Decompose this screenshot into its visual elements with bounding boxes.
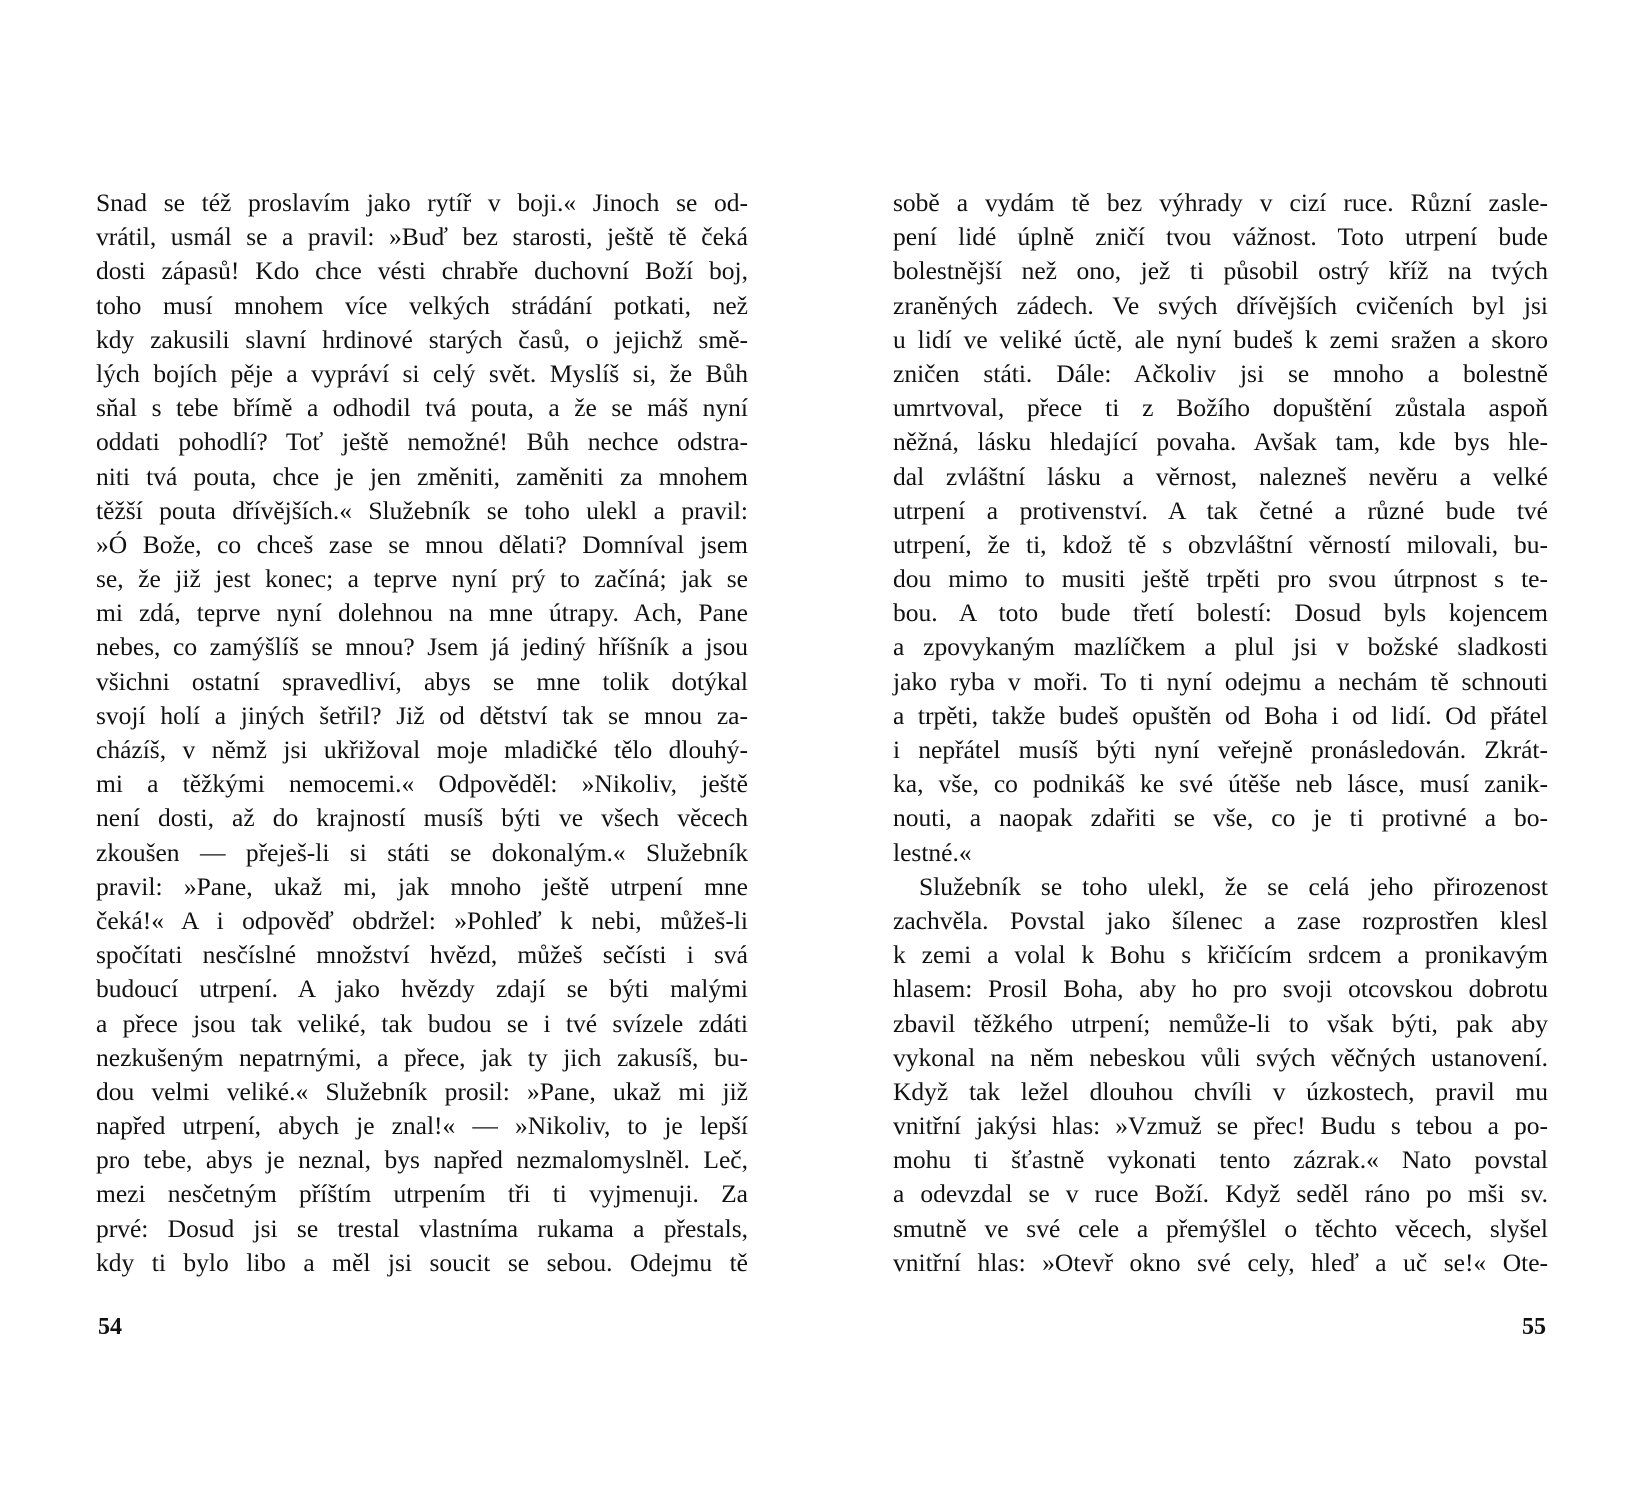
text-line: hlasem: Prosil Boha, aby ho pro svoji otcovskou dobrotu (893, 974, 1548, 1004)
text-line: dosti zápasů! Kdo chce vésti chrabře duchovní Boží boj, (96, 256, 748, 286)
text-line: i nepřátel musíš býti nyní veřejně pronásledován. Zkrát- (893, 735, 1548, 764)
text-line: vykonal na něm nebeskou vůli svých věčných ustanovení. (893, 1042, 1548, 1072)
text-line: Když tak ležel dlouhou chvíli v úzkostech, pravil mu (893, 1076, 1548, 1106)
right-page-text (893, 186, 1548, 1280)
text-line: sňal s tebe břímě a odhodil tvá pouta, a že se máš nyní (96, 393, 748, 423)
text-line: a zpovykaným mazlíčkem a plul jsi v božské sladkosti (893, 632, 1548, 662)
text-line: svojí holí a jiných šetřil? Již od dětství tak se mnou za- (96, 700, 748, 730)
text-line: všichni ostatní spravedliví, abys se mne tolik dotýkal (96, 666, 748, 696)
text-line: čeká!« A i odpověď obdržel: »Pohleď k nebi, můžeš-li (96, 905, 748, 935)
text-line: vrátil, usmál se a pravil: »Buď bez starosti, ještě tě čeká (96, 222, 748, 252)
text-line: mohu ti šťastně vykonati tento zázrak.« Nato povstal (893, 1145, 1548, 1175)
text-line: bou. A toto bude třetí bolestí: Dosud byls kojencem (893, 598, 1548, 628)
page-number: 54 (98, 1314, 122, 1340)
text-line: umrtvoval, přece ti z Božího dopuštění zůstala aspoň (893, 393, 1548, 423)
text-line: dal zvláštní lásku a věrnost, nalezneš nevěru a velké (893, 461, 1548, 491)
text-line: těžší pouta dřívějších.« Služebník se toho ulekl a pravil: (96, 495, 748, 525)
text-line: a přece jsou tak veliké, tak budou se i tvé svízele zdáti (96, 1008, 748, 1038)
text-line: spočítati nesčíslné množství hvězd, můžeš sečísti i svá (96, 940, 748, 970)
text-line: nouti, a naopak zdařiti se vše, co je ti protivné a bo- (893, 803, 1548, 833)
text-line: nezkušeným nepatrnými, a přece, jak ty jich zakusíš, bu- (96, 1042, 748, 1072)
text-line: lestné.« (893, 837, 972, 867)
text-line: zničen státi. Dále: Ačkoliv jsi se mnoho a bolestně (893, 358, 1548, 388)
page-number: 55 (1522, 1314, 1546, 1340)
text-line: není dosti, až do krajností musíš býti ve všech věcech (96, 803, 748, 833)
text-line: sobě a vydám tě bez výhrady v cizí ruce. Různí zasle- (893, 188, 1548, 217)
text-line: smutně ve své cele a přemýšlel o těchto věcech, slyšel (893, 1213, 1548, 1243)
text-line: vnitřní jakýsi hlas: »Vzmuž se přec! Budu s tebou a po- (893, 1111, 1548, 1141)
paragraph-start-line: Služebník se toho ulekl, že se celá jeho přirozenost (919, 871, 1548, 901)
text-line: a odevzdal se v ruce Boží. Když seděl ráno po mši sv. (893, 1179, 1548, 1209)
left-page-text (96, 186, 748, 1280)
text-line: oddati pohodlí? Toť ještě nemožné! Bůh nechce odstra- (96, 427, 748, 457)
text-line: vnitřní hlas: »Otevř okno své cely, hleď a uč se!« Ote- (893, 1247, 1548, 1277)
text-line: jako ryba v moři. To ti nyní odejmu a nechám tě schnouti (893, 666, 1548, 696)
text-line: Snad se též proslavím jako rytíř v boji.« Jinoch se od- (96, 188, 748, 217)
text-line: kdy ti bylo libo a měl jsi soucit se sebou. Odejmu tě (96, 1247, 748, 1277)
text-line: u lidí ve veliké úctě, ale nyní budeš k zemi sražen a skoro (893, 324, 1548, 354)
text-line: niti tvá pouta, chce je jen změniti, zaměniti za mnohem (96, 461, 748, 491)
text-line: toho musí mnohem více velkých strádání potkati, než (96, 290, 748, 320)
text-line: ka, vše, co podnikáš ke své útěše neb lásce, musí zanik- (893, 769, 1548, 799)
text-line: a trpěti, takže budeš opuštěn od Boha i od lidí. Od přátel (893, 700, 1548, 730)
text-line: pravil: »Pane, ukaž mi, jak mnoho ještě utrpení mne (96, 871, 748, 901)
text-line: »Ó Bože, co chceš zase se mnou dělati? Domníval jsem (96, 529, 748, 559)
text-line: se, že již jest konec; a teprve nyní prý to začíná; jak se (96, 564, 748, 594)
text-line: pro tebe, abys je neznal, bys napřed nezmalomyslněl. Leč, (96, 1145, 748, 1175)
text-line: k zemi a volal k Bohu s křičícím srdcem a pronikavým (893, 940, 1548, 970)
text-line: budoucí utrpení. A jako hvězdy zdají se býti malými (96, 974, 748, 1004)
text-line: něžná, lásku hledající povaha. Avšak tam, kde bys hle- (893, 427, 1548, 457)
text-line: utrpení, že ti, kdož tě s obzvláštní věrností milovali, bu- (893, 529, 1548, 559)
text-line: nebes, co zamýšlíš se mnou? Jsem já jediný hříšník a jsou (96, 632, 748, 662)
text-line: dou mimo to musiti ještě trpěti pro svou útrpnost s te- (893, 564, 1548, 594)
text-line: cházíš, v němž jsi ukřižoval moje mladičké tělo dlouhý- (96, 735, 748, 764)
right-page (813, 0, 1626, 1500)
text-line: zraněných zádech. Ve svých dřívějších cvičeních byl jsi (893, 290, 1548, 320)
text-line: lých bojích pěje a vypráví si celý svět. Myslíš si, že Bůh (96, 358, 748, 388)
text-line: kdy zakusili slavní hrdinové starých časů, o jejichž smě- (96, 324, 748, 354)
text-line: utrpení a protivenství. A tak četné a různé bude tvé (893, 495, 1548, 525)
text-line: napřed utrpení, abych je znal!« — »Nikoliv, to je lepší (96, 1111, 748, 1141)
text-line: pení lidé úplně zničí tvou vážnost. Toto utrpení bude (893, 222, 1548, 252)
text-line: zachvěla. Povstal jako šílenec a zase rozprostřen klesl (893, 905, 1548, 935)
text-line: mezi nesčetným příštím utrpením tři ti vyjmenuji. Za (96, 1179, 748, 1209)
text-line: prvé: Dosud jsi se trestal vlastníma rukama a přestals, (96, 1213, 748, 1243)
text-line: bolestnější než ono, jež ti působil ostrý kříž na tvých (893, 256, 1548, 286)
text-line: zbavil těžkého utrpení; nemůže-li to však býti, pak aby (893, 1008, 1548, 1038)
text-line: zkoušen — přeješ-li si státi se dokonalým.« Služebník (96, 837, 748, 867)
text-line: dou velmi veliké.« Služebník prosil: »Pane, ukaž mi již (96, 1076, 748, 1106)
text-line: mi a těžkými nemocemi.« Odpověděl: »Nikoliv, ještě (96, 769, 748, 799)
text-line: mi zdá, teprve nyní dolehnou na mne útrapy. Ach, Pane (96, 598, 748, 628)
